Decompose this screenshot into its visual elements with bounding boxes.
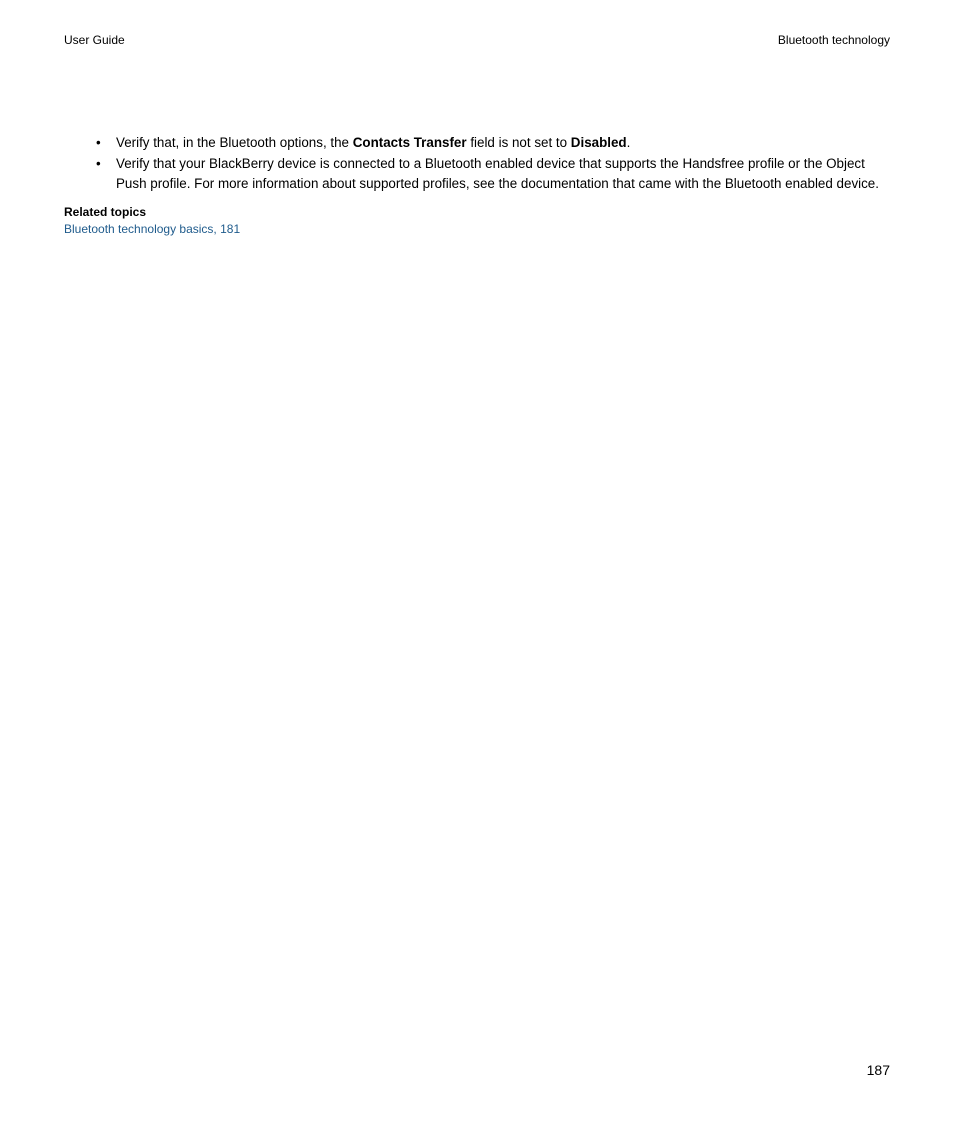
ui-field-name: Contacts Transfer [352, 135, 467, 150]
ui-option-value: Disabled [570, 135, 627, 150]
running-header-title: User Guide [64, 33, 125, 47]
list-item-text-part: field is not set to [466, 135, 571, 150]
list-item [96, 154, 896, 194]
bullet-icon: • [96, 135, 101, 150]
bullet-icon: • [96, 156, 101, 171]
page-number: 187 [866, 1062, 890, 1078]
list-item-text [116, 133, 896, 153]
list-item-text-part: . [626, 135, 631, 150]
related-topic-link[interactable]: Bluetooth technology basics, 181 [64, 222, 241, 236]
list-item [96, 133, 896, 153]
list-item-text: Verify that your BlackBerry device is connected to a Bluetooth enabled device that supports the Handsfree profile or the Object Push profile. For more information about supported profiles, see the documentation that came with the Bluetooth enabled device. [116, 156, 879, 191]
list-item-text-part: Verify that, in the Bluetooth options, the [116, 135, 353, 150]
running-header-section: Bluetooth technology [777, 33, 890, 47]
instruction-list [96, 133, 896, 195]
related-topics-heading: Related topics [64, 205, 147, 219]
